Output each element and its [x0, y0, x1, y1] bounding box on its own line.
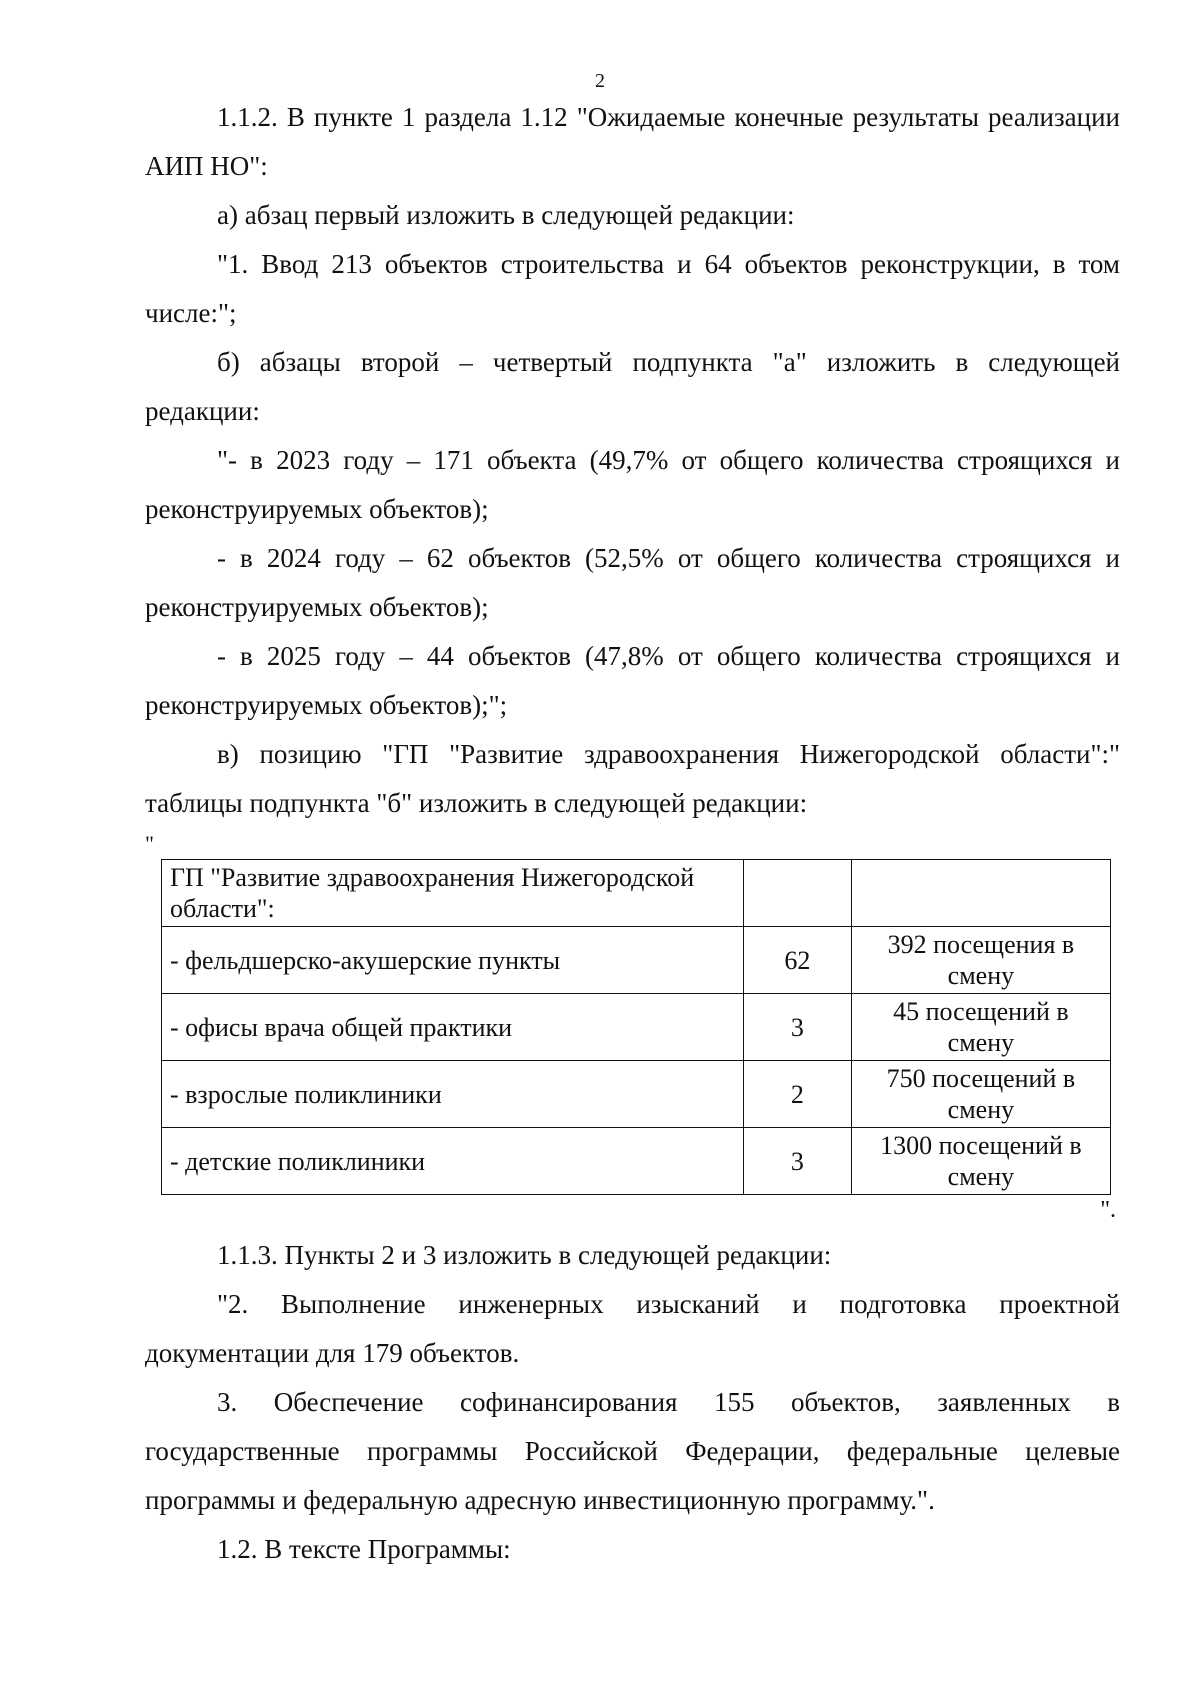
facility-count-cell: 62: [743, 927, 851, 994]
facilities-table: [161, 859, 1111, 1195]
paragraph-b: б) абзацы второй – четвертый подпункта "а" изложить в следующей редакции:: [145, 347, 1120, 426]
paragraph-2024: - в 2024 году – 62 объектов (52,5% от общего количества строящихся и реконструируемых объектов);: [145, 543, 1120, 622]
facility-capacity-cell: 392 посещения в смену: [851, 927, 1110, 994]
table-close-quote: ".: [1100, 1197, 1116, 1223]
paragraph-2025: - в 2025 году – 44 объектов (47,8% от общего количества строящихся и реконструируемых объектов);";: [145, 641, 1120, 720]
table-header-cell: ГП "Развитие здравоохранения Нижегородской области":: [162, 860, 744, 927]
table-header-empty-count: [743, 860, 851, 927]
paragraph-a-text: "1. Ввод 213 объектов строительства и 64 объектов реконструкции, в том числе:";: [145, 249, 1120, 328]
facility-name-cell: - фельдшерско-акушерские пункты: [162, 927, 744, 994]
paragraph-1-1-3: 1.1.3. Пункты 2 и 3 изложить в следующей редакции:: [217, 1240, 832, 1270]
facility-count-cell: 3: [743, 994, 851, 1061]
facility-count-cell: 2: [743, 1061, 851, 1128]
paragraph-item-2: "2. Выполнение инженерных изысканий и подготовка проектной документации для 179 объектов.: [145, 1289, 1120, 1368]
paragraph-2023: "- в 2023 году – 171 объекта (49,7% от общего количества строящихся и реконструируемых объектов);: [145, 445, 1120, 524]
facility-capacity-cell: 45 посещений в смену: [851, 994, 1110, 1061]
document-body: [145, 93, 1120, 1574]
page-number: 2: [595, 70, 605, 92]
table-open-quote: ": [145, 831, 154, 856]
paragraph-1-2: 1.2. В тексте Программы:: [217, 1534, 511, 1564]
table-row: [162, 927, 1111, 994]
facility-count-cell: 3: [743, 1128, 851, 1195]
paragraph-item-3: 3. Обеспечение софинансирования 155 объектов, заявленных в государственные программы Российской Федерации, федеральные целевые программы и федеральную адресную инвестиционную программу.".: [145, 1387, 1120, 1515]
facility-capacity-cell: 750 посещений в смену: [851, 1061, 1110, 1128]
table-header-row: [162, 860, 1111, 927]
paragraph-a: а) абзац первый изложить в следующей редакции:: [217, 200, 795, 230]
table-row: [162, 1128, 1111, 1195]
facility-capacity-cell: 1300 посещений в смену: [851, 1128, 1110, 1195]
table-row: [162, 1061, 1111, 1128]
facility-name-cell: - офисы врача общей практики: [162, 994, 744, 1061]
table-header-empty-capacity: [851, 860, 1110, 927]
paragraph-1-1-2: 1.1.2. В пункте 1 раздела 1.12 "Ожидаемые конечные результаты реализации АИП НО":: [145, 102, 1120, 181]
paragraph-v: в) позицию "ГП "Развитие здравоохранения Нижегородской области":" таблицы подпункта "б" изложить в следующей редакции:: [145, 739, 1120, 818]
facility-name-cell: - детские поликлиники: [162, 1128, 744, 1195]
facility-name-cell: - взрослые поликлиники: [162, 1061, 744, 1128]
table-row: [162, 994, 1111, 1061]
